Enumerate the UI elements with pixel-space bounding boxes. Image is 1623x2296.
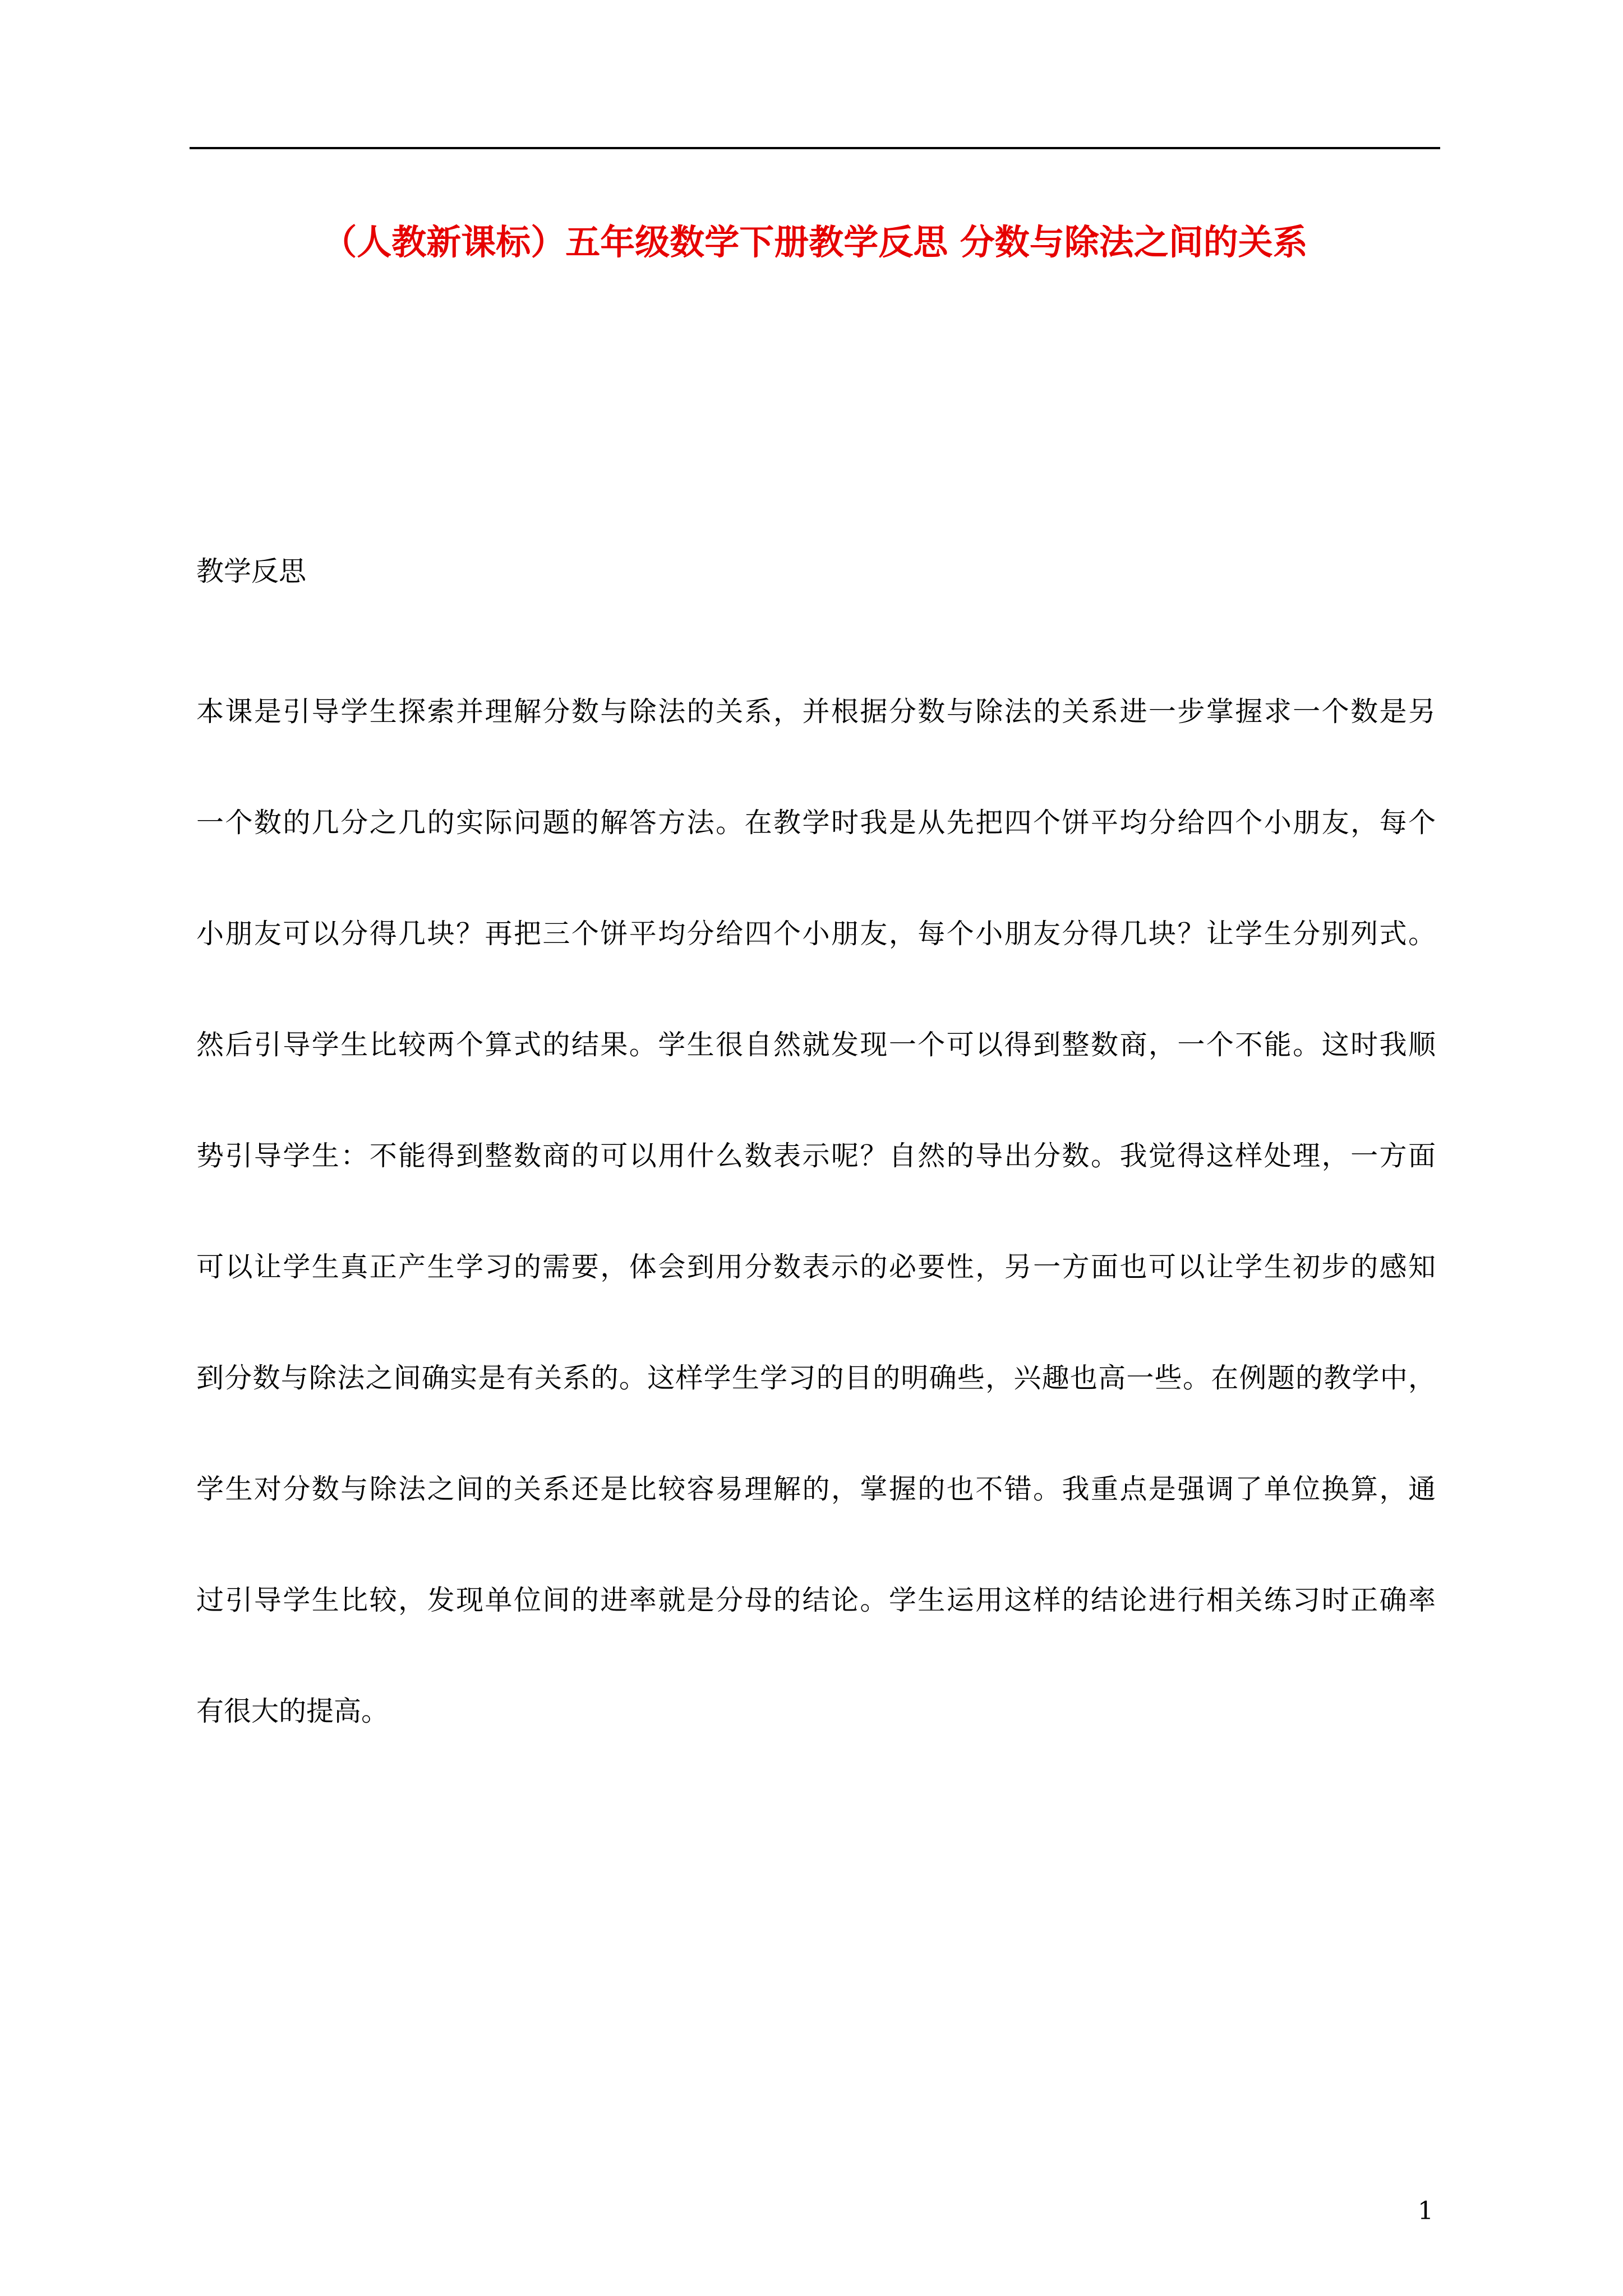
paragraph-line: 势引导学生：不能得到整数商的可以用什么数表示呢？自然的导出分数。我觉得这样处理，一方面 bbox=[196, 1140, 1436, 1172]
page-number: 1 bbox=[1418, 2197, 1433, 2225]
paragraph-line: 过引导学生比较，发现单位间的进率就是分母的结论。学生运用这样的结论进行相关练习时正确率 bbox=[196, 1584, 1436, 1616]
paragraph-line: 可以让学生真正产生学习的需要，体会到用分数表示的必要性，另一方面也可以让学生初步的感知 bbox=[196, 1251, 1436, 1283]
paragraph-line: 一个数的几分之几的实际问题的解答方法。在教学时我是从先把四个饼平均分给四个小朋友，每个 bbox=[196, 807, 1436, 839]
paragraph-line: 然后引导学生比较两个算式的结果。学生很自然就发现一个可以得到整数商，一个不能。这时我顺 bbox=[196, 1029, 1436, 1061]
section-heading: 教学反思 bbox=[196, 555, 307, 587]
paragraph-line: 学生对分数与除法之间的关系还是比较容易理解的，掌握的也不错。我重点是强调了单位换算，通 bbox=[196, 1473, 1436, 1505]
document-title: （人教新课标）五年级数学下册教学反思 分数与除法之间的关系 bbox=[322, 222, 1308, 263]
paragraph-line: 本课是引导学生探索并理解分数与除法的关系，并根据分数与除法的关系进一步掌握求一个数是另 bbox=[196, 696, 1436, 728]
header-rule bbox=[190, 147, 1440, 149]
body-paragraph bbox=[196, 656, 1436, 1767]
paragraph-line: 小朋友可以分得几块？再把三个饼平均分给四个小朋友，每个小朋友分得几块？让学生分别列式。 bbox=[196, 918, 1436, 950]
paragraph-line: 到分数与除法之间确实是有关系的。这样学生学习的目的明确些，兴趣也高一些。在例题的教学中， bbox=[196, 1362, 1436, 1394]
paragraph-line: 有很大的提高。 bbox=[196, 1695, 389, 1727]
